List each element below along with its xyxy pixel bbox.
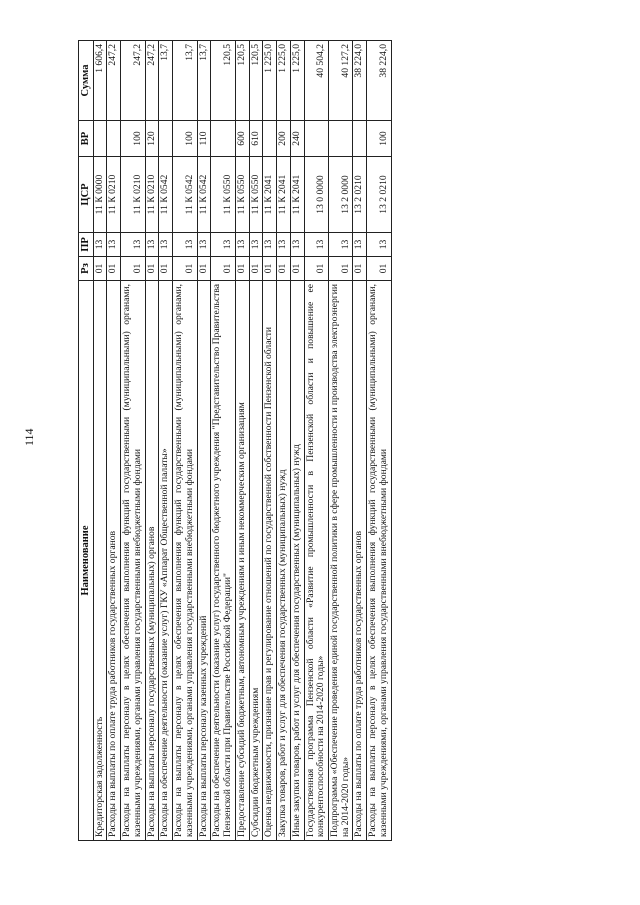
cell-name: Расходы на обеспечение деятельности (оказание услуг) государственного бюджетного учреждения "Представительство Правительства Пензенской области при Правительстве Российской Федерации" — [211, 281, 235, 841]
header-rz: Рз — [79, 257, 94, 281]
cell-csr: 11 К 0542 — [173, 157, 197, 233]
cell-pr: 13 — [249, 233, 263, 257]
table-row — [367, 41, 391, 841]
cell-rz: 01 — [353, 257, 367, 281]
cell-csr: 11 К 0210 — [121, 157, 145, 233]
cell-name: Субсидии бюджетным учреждениям — [249, 281, 263, 841]
cell-pr: 13 — [367, 233, 391, 257]
cell-sum: 38 224,0 — [367, 41, 391, 121]
table-row — [197, 41, 211, 841]
cell-rz: 01 — [263, 257, 277, 281]
cell-name: Иные закупки товаров, работ и услуг для обеспечения государственных (муниципальных) нужд — [290, 281, 304, 841]
cell-csr: 11 К 0550 — [211, 157, 235, 233]
cell-name: Предоставление субсидий бюджетным, автономным учреждениям и иным некоммерческим организациям — [235, 281, 249, 841]
cell-name: Расходы на выплаты персоналу в целях обеспечения выполнения функций государственными (муниципальными) органами, казенными учреждениями, органами управления государственными внебюджетными фондами — [367, 281, 391, 841]
cell-vr — [263, 121, 277, 157]
cell-name: Расходы на выплаты по оплате труда работников государственных органов — [353, 281, 367, 841]
cell-pr: 13 — [263, 233, 277, 257]
cell-rz: 01 — [121, 257, 145, 281]
header-vr: ВР — [79, 121, 94, 157]
cell-sum: 13,7 — [159, 41, 173, 121]
cell-vr: 120 — [145, 121, 159, 157]
cell-pr: 13 — [304, 233, 328, 257]
header-csr: ЦСР — [79, 157, 94, 233]
table-row — [328, 41, 352, 841]
cell-vr: 240 — [290, 121, 304, 157]
cell-pr: 13 — [211, 233, 235, 257]
cell-vr: 100 — [121, 121, 145, 157]
cell-csr: 11 К 2041 — [263, 157, 277, 233]
cell-vr — [93, 121, 107, 157]
cell-rz: 01 — [93, 257, 107, 281]
cell-csr: 11 К 0210 — [107, 157, 121, 233]
cell-pr: 13 — [145, 233, 159, 257]
header-pr: ПР — [79, 233, 94, 257]
cell-csr: 13 2 0210 — [367, 157, 391, 233]
cell-rz: 01 — [173, 257, 197, 281]
table-row — [107, 41, 121, 841]
cell-vr: 100 — [173, 121, 197, 157]
header-sum: Сумма — [79, 41, 94, 121]
rotated-table-container — [78, 41, 558, 841]
cell-sum: 247,2 — [145, 41, 159, 121]
cell-sum: 247,2 — [107, 41, 121, 121]
cell-rz: 01 — [304, 257, 328, 281]
cell-name: Расходы на выплаты персоналу казенных учреждений — [197, 281, 211, 841]
cell-vr — [211, 121, 235, 157]
table-row — [353, 41, 367, 841]
cell-pr: 13 — [173, 233, 197, 257]
cell-csr: 11 К 0210 — [145, 157, 159, 233]
header-name: Наименование — [79, 281, 94, 841]
table-row — [263, 41, 277, 841]
cell-pr: 13 — [93, 233, 107, 257]
cell-rz: 01 — [211, 257, 235, 281]
cell-sum: 38 224,0 — [353, 41, 367, 121]
cell-rz: 01 — [159, 257, 173, 281]
cell-vr — [304, 121, 328, 157]
cell-vr — [107, 121, 121, 157]
cell-rz: 01 — [235, 257, 249, 281]
cell-csr: 11 К 0550 — [249, 157, 263, 233]
table-row — [304, 41, 328, 841]
cell-csr: 11 К 0542 — [197, 157, 211, 233]
cell-name: Оценка недвижимости, признание прав и регулирование отношений по государственной собственности Пензенской области — [263, 281, 277, 841]
cell-rz: 01 — [107, 257, 121, 281]
cell-vr: 610 — [249, 121, 263, 157]
table-row — [145, 41, 159, 841]
table-row — [173, 41, 197, 841]
cell-sum: 1 225,0 — [263, 41, 277, 121]
cell-sum: 40 127,2 — [328, 41, 352, 121]
cell-sum: 247,2 — [121, 41, 145, 121]
cell-csr: 13 0 0000 — [304, 157, 328, 233]
cell-rz: 01 — [249, 257, 263, 281]
cell-sum: 13,7 — [197, 41, 211, 121]
cell-sum: 1 606,4 — [93, 41, 107, 121]
cell-pr: 13 — [197, 233, 211, 257]
cell-csr: 13 2 0000 — [328, 157, 352, 233]
cell-rz: 01 — [277, 257, 291, 281]
table-row — [211, 41, 235, 841]
cell-rz: 01 — [145, 257, 159, 281]
cell-sum: 40 504,2 — [304, 41, 328, 121]
cell-vr: 200 — [277, 121, 291, 157]
table-row — [249, 41, 263, 841]
cell-name: Закупка товаров, работ и услуг для обеспечения государственных (муниципальных) нужд — [277, 281, 291, 841]
cell-rz: 01 — [367, 257, 391, 281]
cell-name: Расходы на выплаты персоналу государственных (муниципальных) органов — [145, 281, 159, 841]
cell-csr: 11 К 2041 — [290, 157, 304, 233]
cell-sum: 13,7 — [173, 41, 197, 121]
cell-csr: 11 К 2041 — [277, 157, 291, 233]
cell-vr: 600 — [235, 121, 249, 157]
cell-rz: 01 — [290, 257, 304, 281]
page-number: 114 — [22, 428, 36, 446]
cell-rz: 01 — [197, 257, 211, 281]
cell-rz: 01 — [328, 257, 352, 281]
cell-pr: 13 — [159, 233, 173, 257]
table-row — [159, 41, 173, 841]
cell-name: Расходы на обеспечение деятельности (оказание услуг) ГКУ «Аппарат Общественной палаты» — [159, 281, 173, 841]
cell-sum: 1 225,0 — [290, 41, 304, 121]
cell-vr — [159, 121, 173, 157]
cell-pr: 13 — [107, 233, 121, 257]
cell-sum: 1 225,0 — [277, 41, 291, 121]
cell-name: Подпрограмма «Обеспечение проведения единой государственной политики в сфере промышленности и производства электроэнергии на 2014-2020 годы» — [328, 281, 352, 841]
table-header-row — [79, 41, 94, 841]
cell-pr: 13 — [290, 233, 304, 257]
cell-csr: 13 2 0210 — [353, 157, 367, 233]
cell-name: Расходы на выплаты персоналу в целях обеспечения выполнения функций государственными (муниципальными) органами, казенными учреждениями, органами управления государственными внебюджетными фондами — [173, 281, 197, 841]
cell-pr: 13 — [235, 233, 249, 257]
table-row — [93, 41, 107, 841]
cell-csr: 11 К 0542 — [159, 157, 173, 233]
cell-csr: 11 К 0000 — [93, 157, 107, 233]
cell-pr: 13 — [328, 233, 352, 257]
cell-pr: 13 — [277, 233, 291, 257]
cell-csr: 11 К 0550 — [235, 157, 249, 233]
cell-name: Расходы на выплаты персоналу в целях обеспечения выполнения функций государственными (муниципальными) органами, казенными учреждениями, органами управления государственными внебюджетными фондами — [121, 281, 145, 841]
cell-pr: 13 — [353, 233, 367, 257]
budget-table — [78, 40, 392, 841]
cell-vr — [328, 121, 352, 157]
table-row — [235, 41, 249, 841]
cell-name: Кредиторская задолженность — [93, 281, 107, 841]
cell-sum: 120,5 — [211, 41, 235, 121]
cell-vr — [353, 121, 367, 157]
table-row — [277, 41, 291, 841]
cell-vr: 110 — [197, 121, 211, 157]
cell-name: Государственная программа Пензенской области «Развитие промышленности в Пензенской области и повышение ее конкурентоспособности на 2014-2020 годы» — [304, 281, 328, 841]
table-row — [121, 41, 145, 841]
table-row — [290, 41, 304, 841]
cell-name: Расходы на выплаты по оплате труда работников государственных органов — [107, 281, 121, 841]
cell-vr: 100 — [367, 121, 391, 157]
cell-pr: 13 — [121, 233, 145, 257]
cell-sum: 120,5 — [235, 41, 249, 121]
cell-sum: 120,5 — [249, 41, 263, 121]
